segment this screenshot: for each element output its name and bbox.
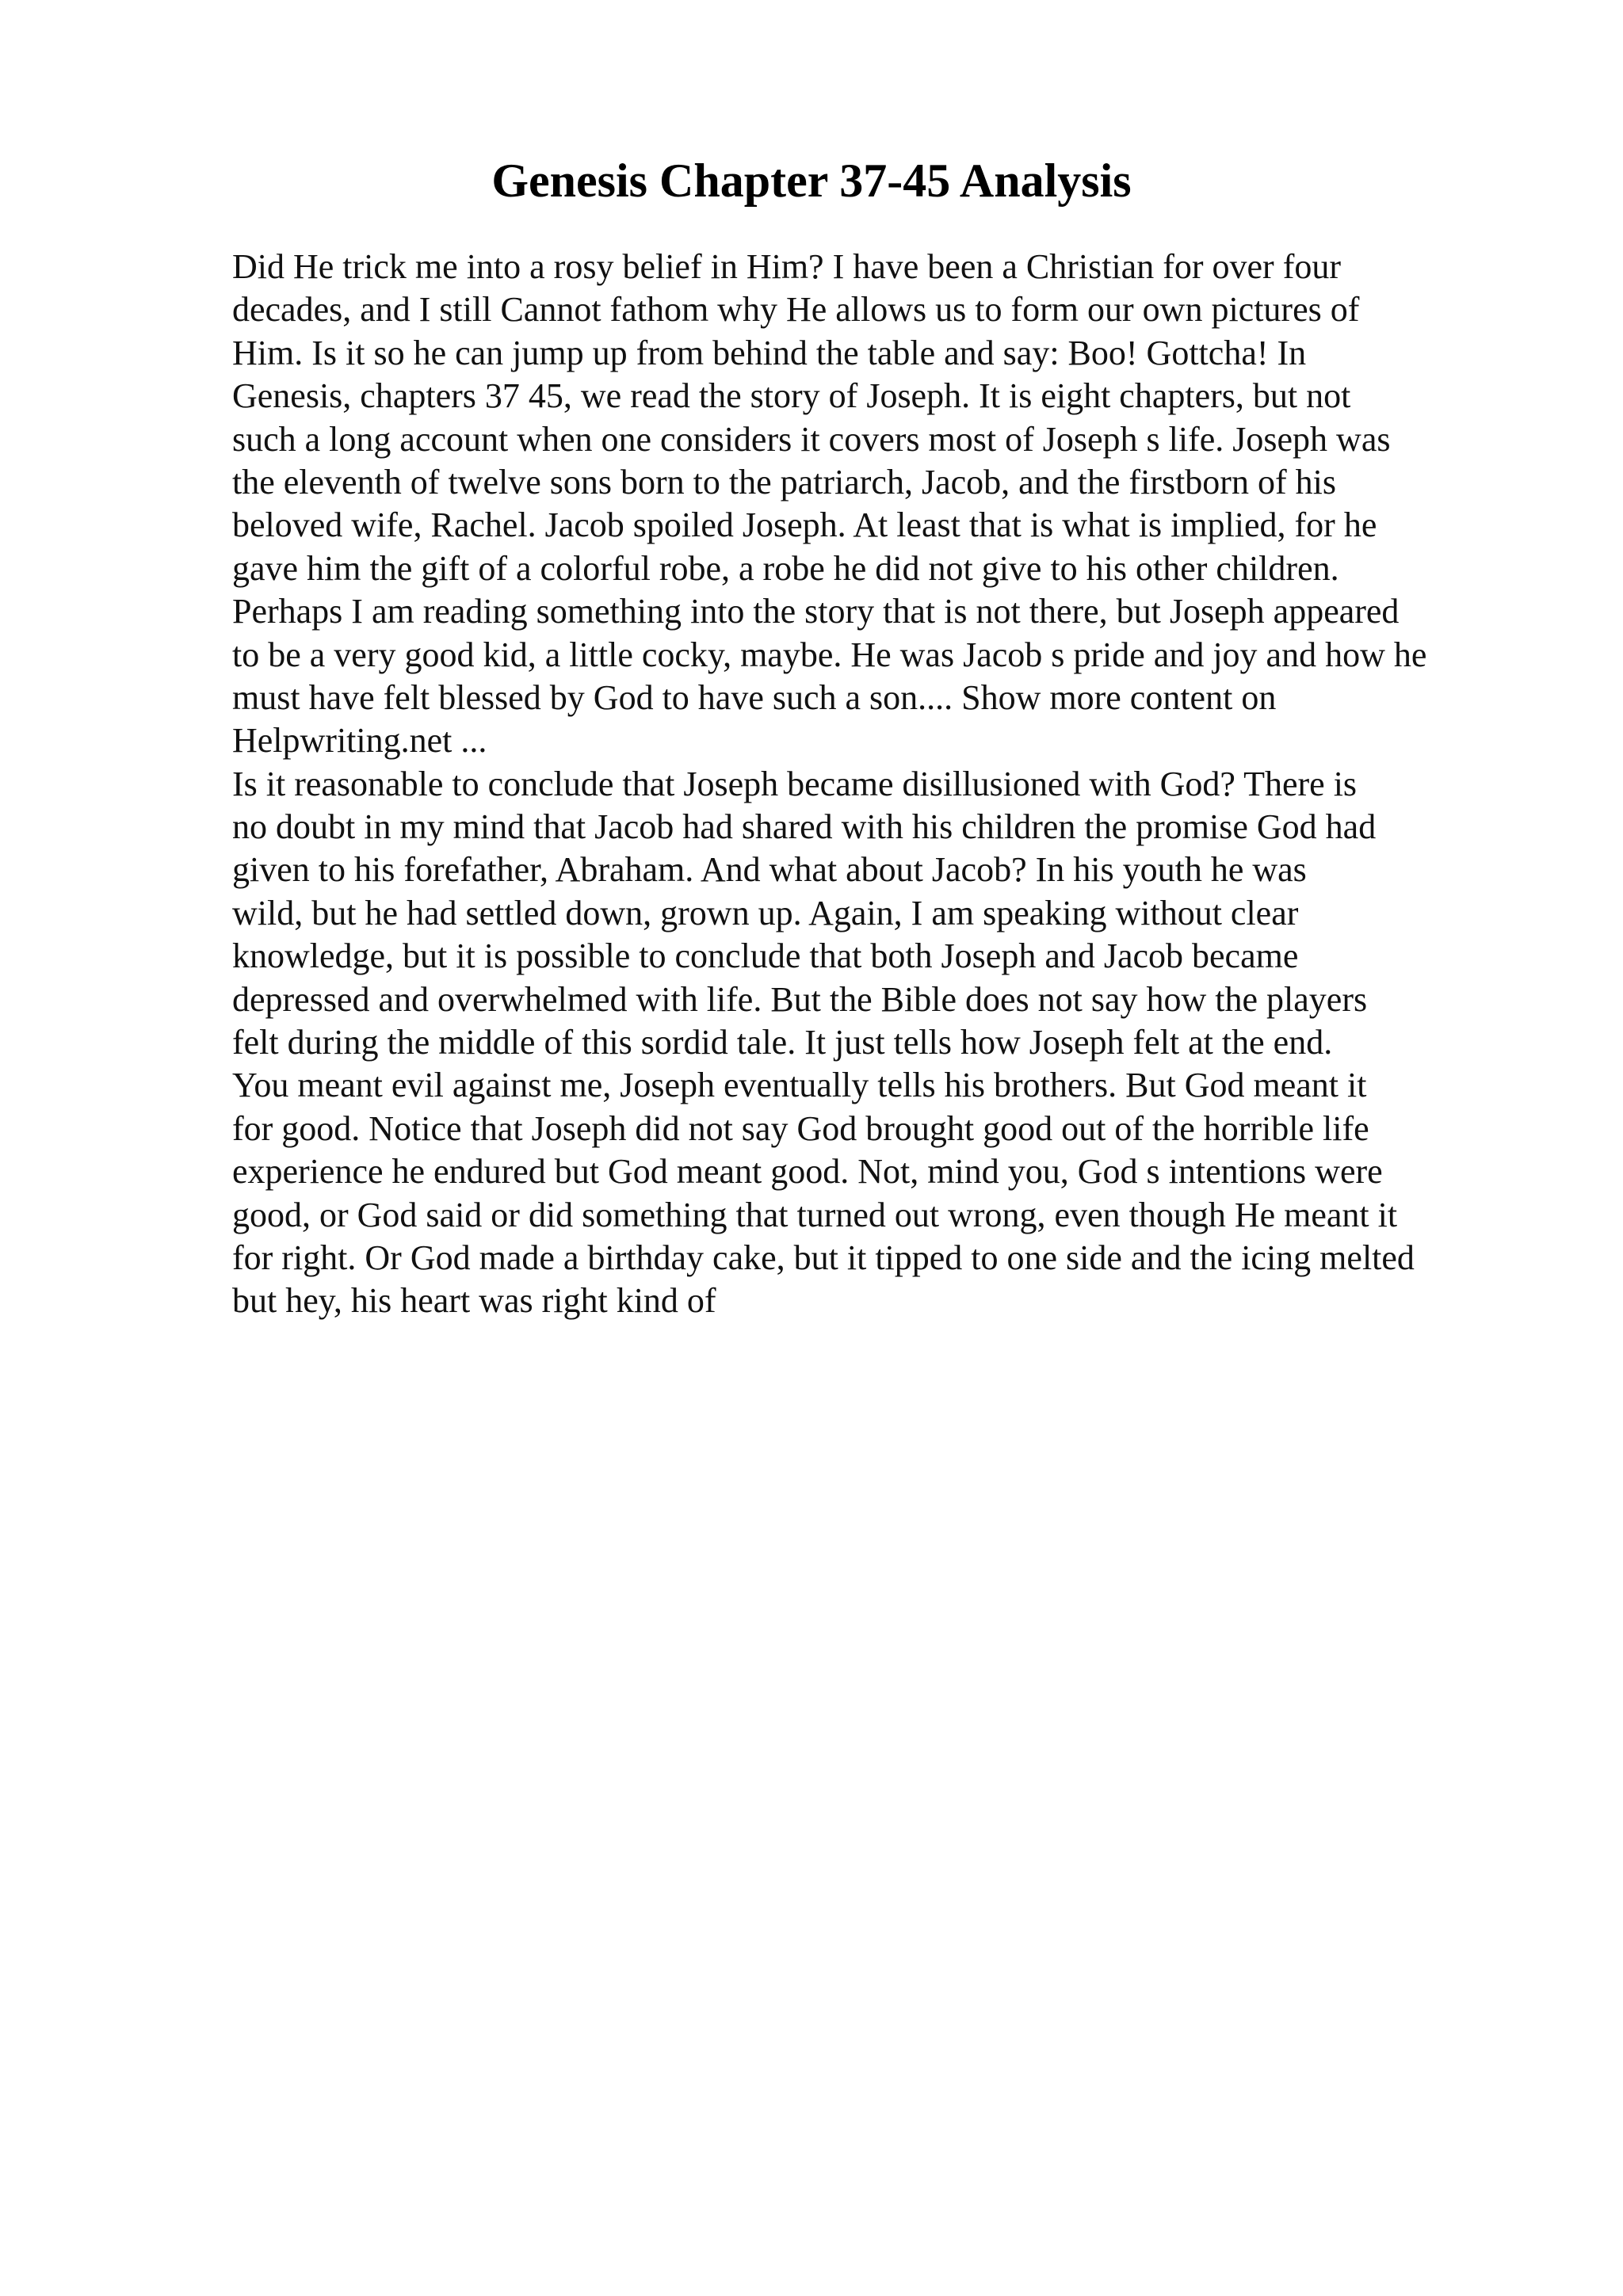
text-line-25: but hey, his heart was right kind of [232, 1281, 716, 1321]
text-line-14: no doubt in my mind that Jacob had shared with his children the promise God had [232, 807, 1377, 847]
text-line-10: to be a very good kid, a little cocky, maybe. He was Jacob s pride and joy and how he [232, 635, 1427, 674]
text-line-20: You meant evil against me, Joseph eventually tells his brothers. But God meant it [232, 1066, 1367, 1105]
text-line-11: must have felt blessed by God to have such a son.... Show more content on [232, 677, 1277, 717]
text-line-19: felt during the middle of this sordid tale. It just tells how Joseph felt at the end. [232, 1023, 1333, 1062]
text-line-18: depressed and overwhelmed with life. But the Bible does not say how the players [232, 979, 1368, 1019]
text-line-24: for right. Or God made a birthday cake, but it tipped to one side and the icing melted [232, 1238, 1415, 1277]
text-line-6: the eleventh of twelve sons born to the patriarch, Jacob, and the firstborn of his [232, 462, 1336, 502]
text-line-8: gave him the gift of a colorful robe, a robe he did not give to his other children. [232, 548, 1339, 588]
text-line-4: Genesis, chapters 37 45, we read the story of Joseph. It is eight chapters, but not [232, 376, 1351, 416]
text-line-16: wild, but he had settled down, grown up. Again, I am speaking without clear [232, 893, 1299, 933]
text-line-7: beloved wife, Rachel. Jacob spoiled Joseph. At least that is what is implied, for he [232, 505, 1377, 545]
text-line-3: Him. Is it so he can jump up from behind the table and say: Boo! Gottcha! In [232, 333, 1307, 372]
text-line-23: good, or God said or did something that turned out wrong, even though He meant it [232, 1195, 1398, 1234]
text-line-22: experience he endured but God meant good. Not, mind you, God s intentions were [232, 1152, 1383, 1192]
document-body [232, 246, 1548, 1323]
text-line-1: Did He trick me into a rosy belief in Him? I have been a Christian for over four [232, 247, 1341, 286]
text-line-9: Perhaps I am reading something into the story that is not there, but Joseph appeared [232, 592, 1400, 631]
text-line-12: Helpwriting.net ... [232, 721, 487, 761]
text-line-17: knowledge, but it is possible to conclude that both Joseph and Jacob became [232, 936, 1299, 976]
text-line-15: given to his forefather, Abraham. And what about Jacob? In his youth he was [232, 850, 1307, 890]
text-line-13: Is it reasonable to conclude that Joseph became disillusioned with God? There is [232, 764, 1358, 803]
document-title: Genesis Chapter 37-45 Analysis [491, 154, 1132, 207]
text-line-21: for good. Notice that Joseph did not say God brought good out of the horrible life [232, 1108, 1369, 1148]
text-line-5: such a long account when one considers it covers most of Joseph s life. Joseph was [232, 419, 1391, 459]
text-line-2: decades, and I still Cannot fathom why He allows us to form our own pictures of [232, 290, 1360, 330]
